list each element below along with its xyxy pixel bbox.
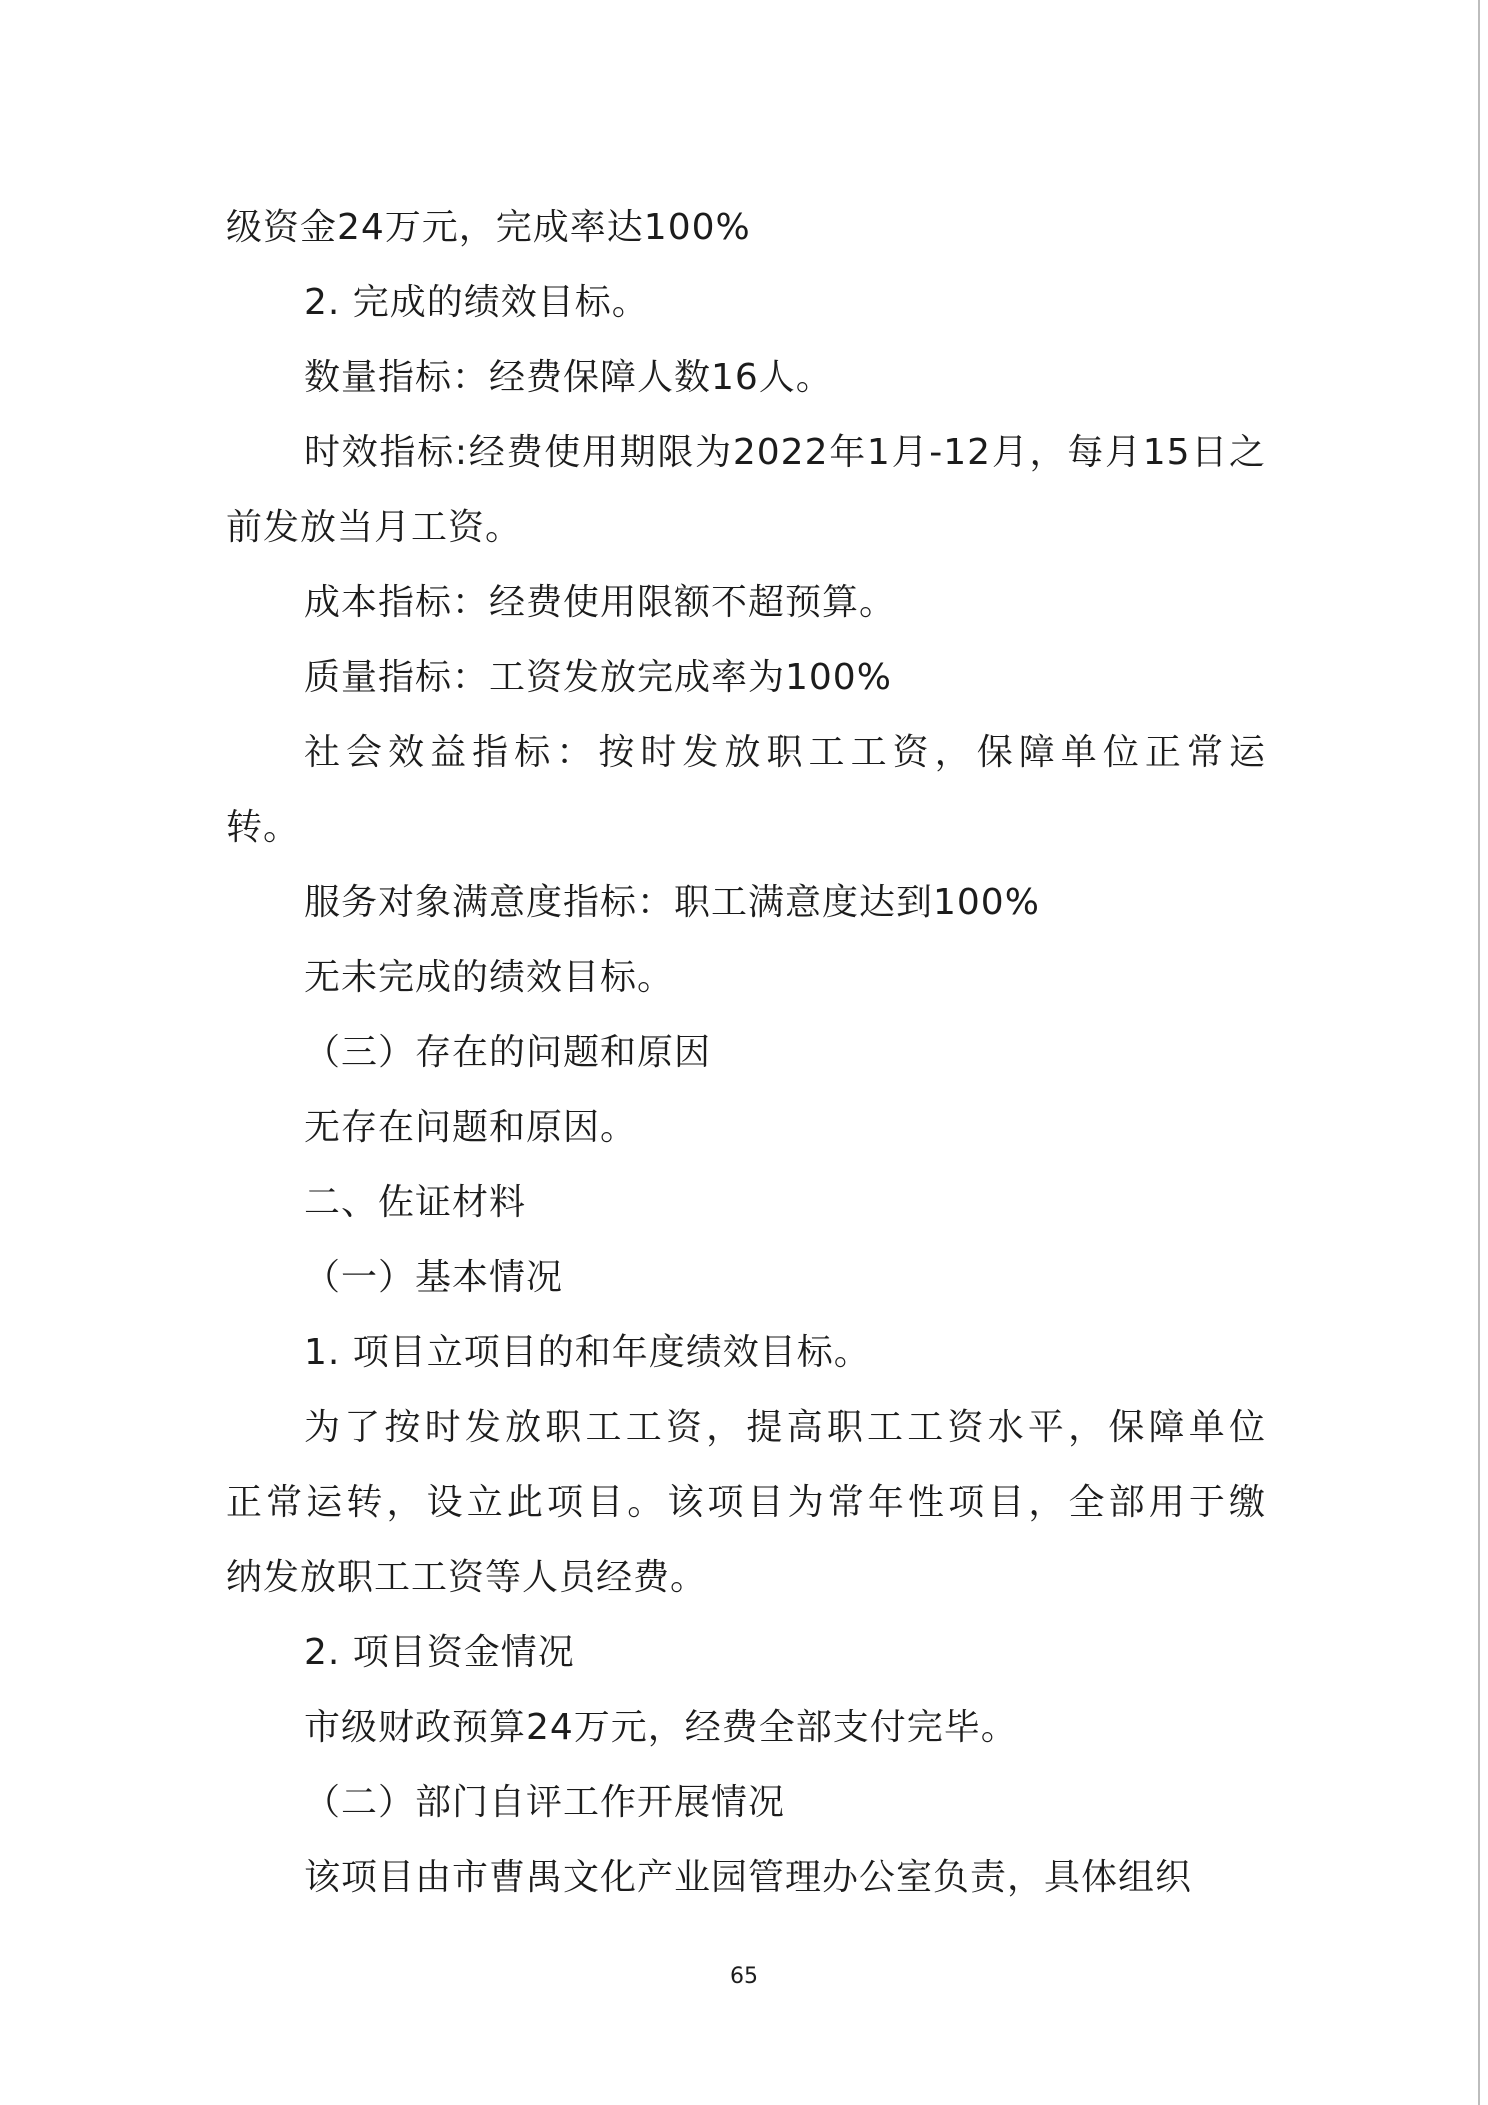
- text-line: 前发放当月工资。: [226, 507, 523, 548]
- text-line: 正常运转，设立此项目。该项目为常年性项目，全部用于缴: [226, 1482, 1266, 1523]
- text-line: 无存在问题和原因。: [304, 1107, 638, 1148]
- text-line: 1. 项目立项目的和年度绩效目标。: [304, 1332, 871, 1373]
- text-line: 无未完成的绩效目标。: [304, 957, 675, 998]
- text-line: 级资金24万元，完成率达100%: [226, 207, 751, 248]
- page-edge-line: [1478, 0, 1480, 2105]
- text-line: 转。: [226, 807, 301, 848]
- text-line: 该项目由市曹禺文化产业园管理办公室负责，具体组织: [304, 1857, 1193, 1898]
- text-line: 质量指标：工资发放完成率为100%: [304, 657, 892, 698]
- text-line: 为了按时发放职工工资，提高职工工资水平，保障单位: [304, 1407, 1266, 1448]
- text-line: 时效指标:经费使用期限为2022年1月-12月，每月15日之: [304, 432, 1266, 473]
- text-line: 市级财政预算24万元，经费全部支付完毕。: [304, 1707, 1018, 1748]
- section-heading: （二）部门自评工作开展情况: [304, 1782, 786, 1823]
- body-text: [226, 190, 1266, 1915]
- text-line: 数量指标：经费保障人数16人。: [304, 357, 833, 398]
- text-line: 2. 项目资金情况: [304, 1632, 575, 1673]
- text-line: 成本指标：经费使用限额不超预算。: [304, 582, 897, 623]
- text-line: 服务对象满意度指标：职工满意度达到100%: [304, 882, 1040, 923]
- page-number: 65: [730, 1964, 758, 1989]
- text-line: 2. 完成的绩效目标。: [304, 282, 649, 323]
- section-heading: 二、佐证材料: [304, 1182, 527, 1223]
- text-line: 纳发放职工工资等人员经费。: [226, 1557, 708, 1598]
- text-line: 社会效益指标：按时发放职工工资，保障单位正常运: [304, 732, 1266, 773]
- section-heading: （三）存在的问题和原因: [304, 1032, 712, 1073]
- section-heading: （一）基本情况: [304, 1257, 564, 1298]
